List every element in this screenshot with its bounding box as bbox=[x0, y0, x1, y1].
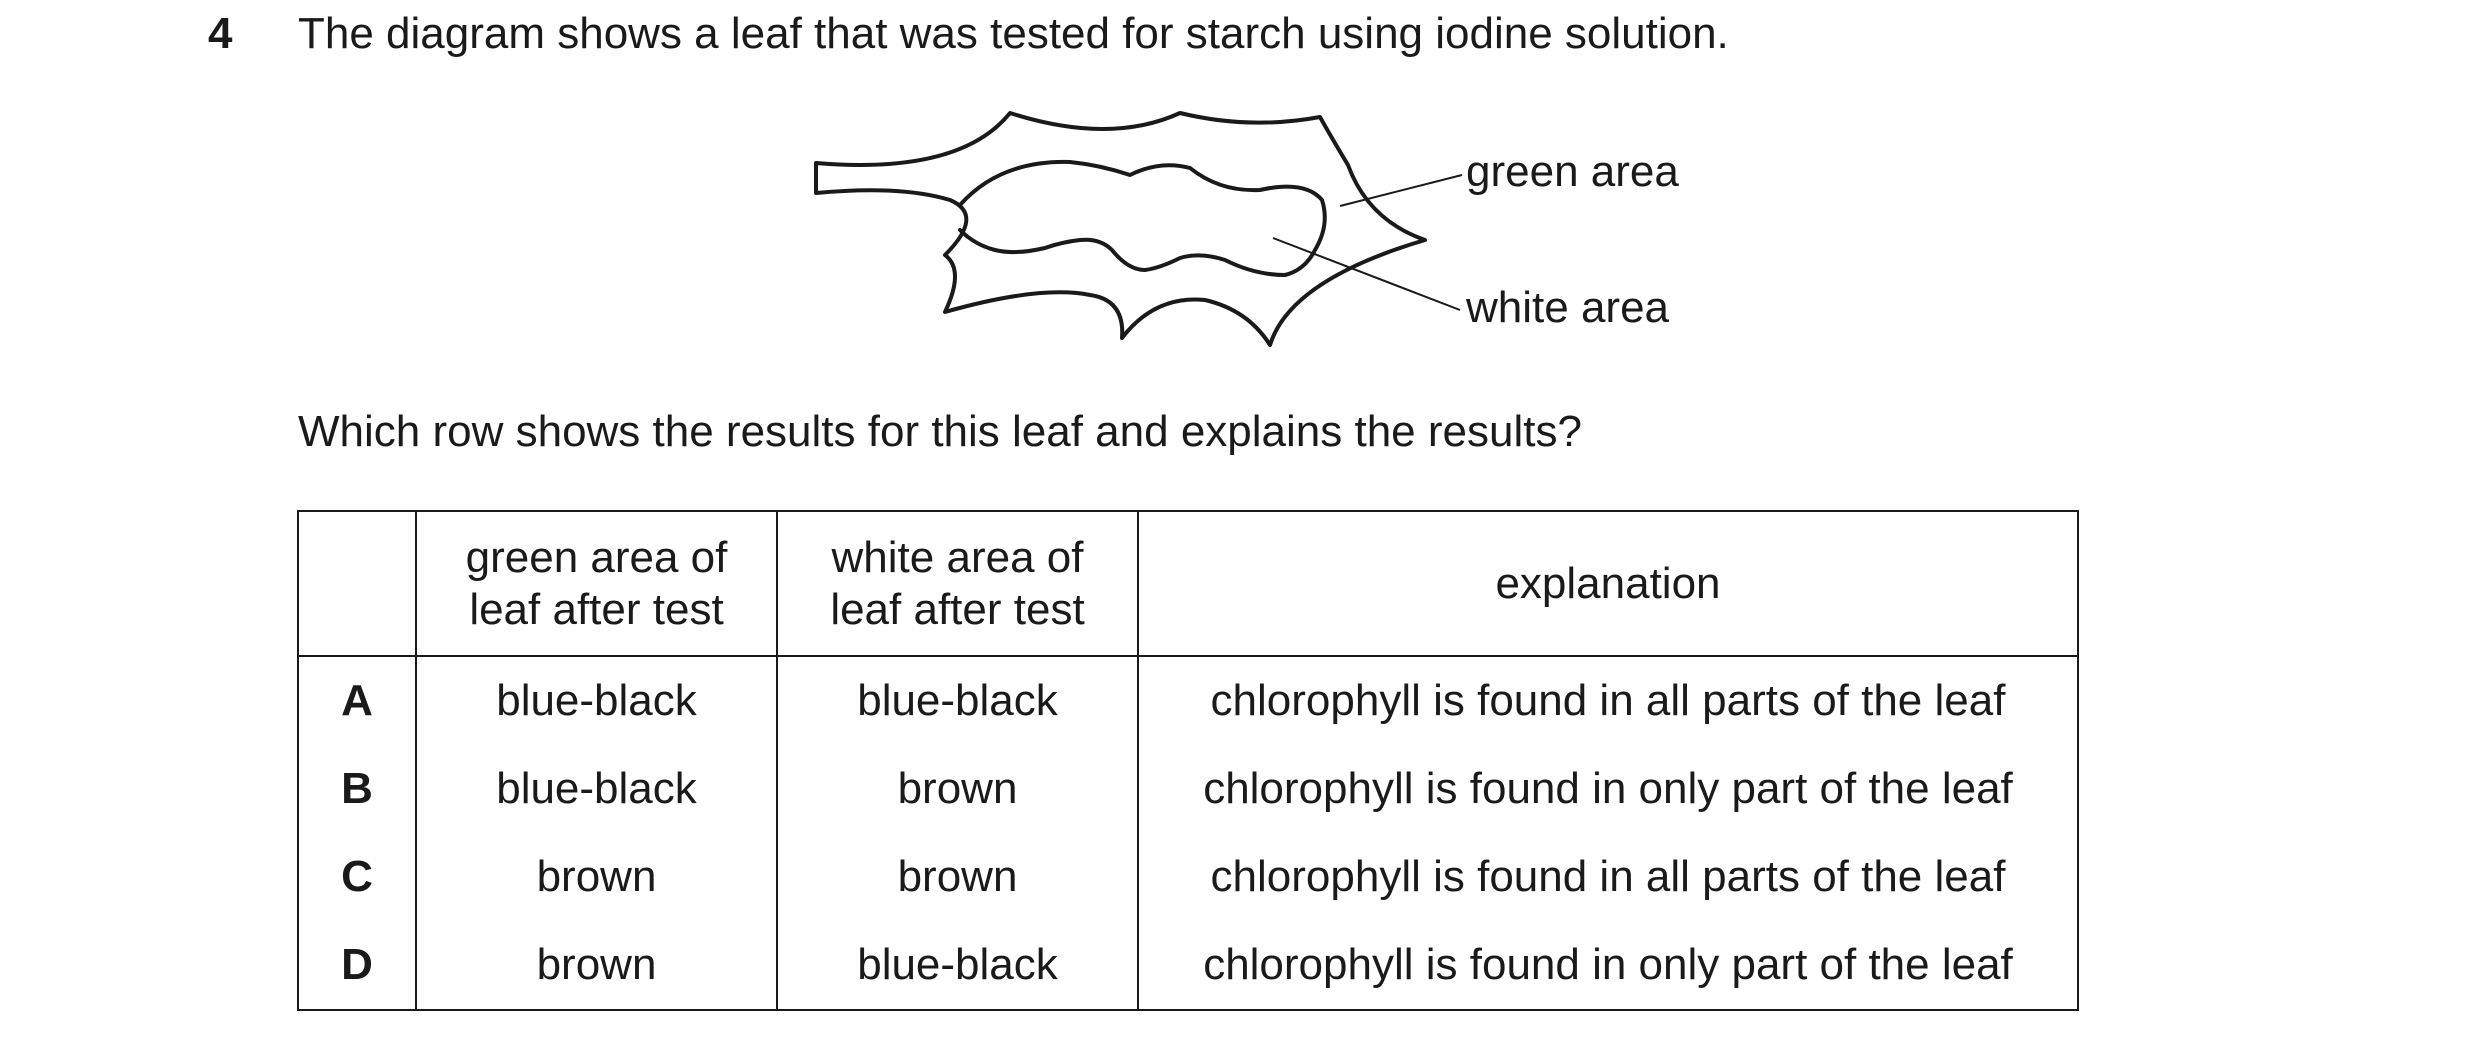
row-explanation: chlorophyll is found in only part of the leaf bbox=[1138, 921, 2078, 1010]
header-green-area bbox=[416, 511, 777, 656]
table-row bbox=[298, 921, 2078, 1010]
question-prompt: Which row shows the results for this leaf and explains the results? bbox=[298, 407, 1582, 456]
row-green-result: blue-black bbox=[416, 745, 777, 833]
table-row bbox=[298, 745, 2078, 833]
row-key: D bbox=[298, 921, 416, 1010]
row-explanation: chlorophyll is found in all parts of the leaf bbox=[1138, 833, 2078, 921]
green-area-leader-line bbox=[1340, 175, 1462, 206]
table-row bbox=[298, 656, 2078, 745]
header-white-line1: white area of bbox=[831, 532, 1084, 582]
header-green-line2: leaf after test bbox=[469, 584, 724, 634]
row-key: B bbox=[298, 745, 416, 833]
row-white-result: brown bbox=[777, 833, 1138, 921]
question-number: 4 bbox=[208, 9, 233, 58]
table-header-row bbox=[298, 511, 2078, 656]
header-green-line1: green area of bbox=[465, 532, 728, 582]
row-explanation: chlorophyll is found in only part of the leaf bbox=[1138, 745, 2078, 833]
green-area-label: green area bbox=[1466, 147, 1679, 196]
question-stem: The diagram shows a leaf that was tested for starch using iodine solution. bbox=[298, 9, 1729, 58]
header-white-line2: leaf after test bbox=[830, 584, 1085, 634]
leaf-outline bbox=[816, 113, 1425, 345]
header-key bbox=[298, 511, 416, 656]
table-row bbox=[298, 833, 2078, 921]
row-white-result: blue-black bbox=[777, 921, 1138, 1010]
row-white-result: brown bbox=[777, 745, 1138, 833]
white-area-leader-line bbox=[1273, 238, 1460, 310]
green-area-outline bbox=[960, 162, 1325, 275]
row-explanation: chlorophyll is found in all parts of the leaf bbox=[1138, 656, 2078, 745]
header-explanation: explanation bbox=[1138, 511, 2078, 656]
row-green-result: brown bbox=[416, 833, 777, 921]
row-key: A bbox=[298, 656, 416, 745]
row-key: C bbox=[298, 833, 416, 921]
header-white-area bbox=[777, 511, 1138, 656]
row-green-result: blue-black bbox=[416, 656, 777, 745]
row-white-result: blue-black bbox=[777, 656, 1138, 745]
white-area-label: white area bbox=[1466, 283, 1670, 332]
options-table bbox=[297, 510, 2079, 1011]
row-green-result: brown bbox=[416, 921, 777, 1010]
